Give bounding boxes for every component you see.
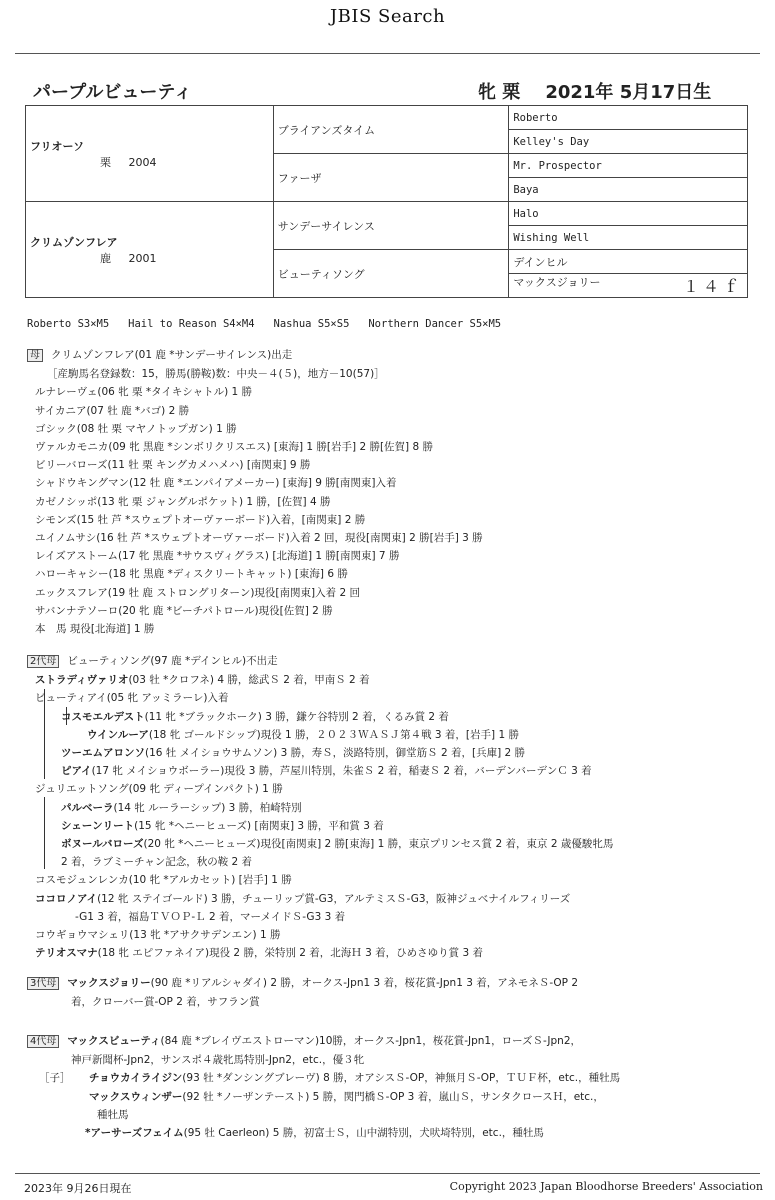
offspring-name: コスモエルデスト [61, 710, 145, 723]
g3-cell: デインヒル [509, 250, 748, 274]
dam-offspring-line: サバンナテソーロ(20 牝 鹿 *ビーチパトロール)現役[佐賀] 2 勝 [35, 604, 333, 617]
fourth-dam-offspring-line [27, 1069, 620, 1087]
second-dam-offspring-line [27, 799, 613, 817]
offspring-name: テリオスマナ [35, 947, 98, 960]
offspring-name: シェーンリート [61, 819, 135, 832]
offspring-record: (95 牡 Caerleon) 5 勝，初富士Ｓ，山中湖特別，犬吠埼特別，etc.，種牡馬 [183, 1127, 544, 1140]
offspring-record: 2 着，ラブミーチャン記念，秋の鞍 2 着 [61, 856, 253, 869]
dam-name: クリムゾンフレア [30, 235, 118, 249]
section-tag: 2代母 [27, 655, 59, 668]
dam-offspring-line: ハローキャシー(18 牝 黒鹿 *ディスクリートキャット) [東海] 6 勝 [35, 568, 348, 581]
second-dam-offspring-line [27, 835, 613, 853]
offspring-record: ビューティアイ(05 牝 アッミラーレ)入着 [35, 692, 229, 705]
second-dam-section [27, 652, 613, 962]
g3-cell-family [509, 274, 748, 298]
fourth-dam-offspring-line [27, 1088, 620, 1106]
offspring-name: ピアイ [61, 765, 92, 778]
fourth-dam-line [27, 1032, 620, 1051]
fourth-dam-name: マックスビューティ [67, 1035, 161, 1047]
second-dam-offspring-line [27, 871, 613, 889]
offspring-record: (16 牡 メイショウサムソン) 3 勝，寿Ｓ，淡路特別，御堂筋Ｓ 2 着，[兵庫] 2 勝 [145, 747, 526, 760]
section-tag: 4代母 [27, 1035, 59, 1048]
dam-offspring-line: カゼノシッポ(13 牝 栗 ジャングルポケット) 1 勝，[佐賀] 4 勝 [35, 495, 331, 508]
g2-cell: ファーザ [273, 154, 509, 202]
horse-info: 牝 栗 2021年 5月17日生 [478, 82, 712, 103]
offspring-name: ボヌールバローズ [61, 838, 144, 851]
sire-color-year: 栗 2004 [100, 155, 157, 169]
dam-offspring-line: シモンズ(15 牡 芦 *スウェプトオーヴァーボード)入着，[南関東] 2 勝 [35, 513, 366, 526]
dam-offspring-line: ヴァルカモニカ(09 牝 黒鹿 *シンボリクリスエス) [東海] 1 勝[岩手] 2 勝[佐賀] 8 勝 [35, 441, 434, 454]
dam-offspring-line: ［産駒馬名登録数：15，勝馬(勝鞍)数：中央－４(５)，地方－10(57)］ [47, 368, 385, 381]
offspring-name: チョウカイライジン [89, 1072, 183, 1085]
dam-offspring-list [27, 365, 483, 638]
g3-cell: Halo [509, 202, 748, 226]
section-tag: 母 [27, 349, 43, 362]
second-dam-offspring-line [27, 762, 613, 780]
second-dam-offspring-line [27, 890, 613, 908]
g3-cell: Baya [509, 178, 748, 202]
offspring-record: (15 牝 *ヘニーヒューズ) [南関東] 3 勝，平和賞 3 着 [134, 819, 384, 832]
second-dam-offspring-list [27, 671, 613, 962]
fourth-dam-offspring-line [27, 1124, 620, 1142]
offspring-record: (18 牝 エピファネイア)現役 2 勝，栄特別 2 着，北海Ｈ 3 着，ひめさゆり賞 3 着 [97, 947, 484, 960]
offspring-record: (18 牝 ゴールドシップ)現役 1 勝，２０２３ＷＡＳＪ第４戦 3 着，[岩手] 1 勝 [148, 728, 519, 741]
horse-name: パープルビューティ [33, 82, 192, 103]
second-dam-offspring-line [27, 944, 613, 962]
second-dam-heading [27, 652, 613, 671]
dam-section [27, 346, 483, 638]
site-logo[interactable] [0, 6, 775, 27]
dam-offspring-line: サイカニア(07 牡 鹿 *バゴ) 2 勝 [35, 404, 190, 417]
second-dam-offspring-line [27, 817, 613, 835]
second-dam-offspring-line [27, 671, 613, 689]
third-dam-section [27, 974, 578, 1011]
dam-offspring-line: 本 馬 現役[北海道] 1 勝 [35, 623, 155, 636]
offspring-record: (14 牝 ルーラーシップ) 3 勝，柏崎特別 [113, 801, 302, 814]
as-of-date: 2023年 9月26日現在 [24, 1182, 132, 1195]
second-dam-offspring-line [27, 726, 613, 744]
sire-cell [26, 106, 274, 202]
offspring-record: -G1 3 着，福島ＴＶＯＰ-Ｌ 2 着，マーメイドＳ-G3 3 着 [75, 910, 346, 923]
dam-offspring-line: シャドウキングマン(12 牡 鹿 *エンパイアメーカー) [東海] 9 勝[南関東]入着 [35, 477, 397, 490]
second-dam-offspring-line [27, 708, 613, 726]
dam-offspring-line: ビリーバローズ(11 牡 栗 キングカメハメハ) [南関東] 9 勝 [35, 459, 311, 472]
dam-offspring-line: ルナレーヴェ(06 牝 栗 *タイキシャトル) 1 勝 [35, 386, 253, 399]
dam-cell [26, 202, 274, 298]
offspring-record: (17 牝 メイショウボーラー)現役 3 勝，芦屋川特別，朱雀Ｓ 2 着，稲妻Ｓ 2 着，バーデンバーデンＣ 3 着 [91, 765, 592, 778]
third-dam-line-cont: 着，クローバー賞-OP 2 着，サフラン賞 [71, 996, 260, 1009]
second-dam-offspring-line [27, 908, 613, 926]
offspring-record: ジュリエットソング(09 牝 ディープインパクト) 1 勝 [35, 783, 283, 796]
offspring-record: コスモジュンレンカ(10 牝 *アルカセット) [岩手] 1 勝 [35, 874, 292, 887]
g2-cell: ビューティソング [273, 250, 509, 298]
dam-color-year: 鹿 2001 [100, 251, 157, 265]
offspring-record: (11 牝 *ブラックホーク) 3 勝，鎌ケ谷特別 2 着，くるみ賞 2 着 [144, 710, 449, 723]
offspring-record: (20 牝 *ヘニーヒューズ)現役[南関東] 2 勝[東海] 1 勝，東京プリンセス賞 2 着，東京 2 歳優駿牝馬 [143, 838, 614, 851]
g3-cell: Mr. Prospector [509, 154, 748, 178]
g3-cell: Wishing Well [509, 226, 748, 250]
fourth-dam-text: (84 鹿 *ブレイヴエストローマン)10勝，オークス-Jpn1，桜花賞-Jpn1，ローズＳ-Jpn2， [160, 1035, 582, 1047]
dam-heading-text: クリムゾンフレア(01 鹿 *サンデーサイレンス)出走 [51, 349, 293, 361]
child-tag: ［子］ [39, 1072, 71, 1085]
offspring-name: ウインルーア [87, 728, 149, 741]
second-dam-offspring-line [27, 689, 613, 707]
g2-cell: サンデーサイレンス [273, 202, 509, 250]
third-dam-line [27, 974, 578, 993]
offspring-record: コウギョウマシェリ(13 牝 *アサクサデンエン) 1 勝 [35, 929, 281, 942]
fourth-dam-line-cont: 神戸新聞杯-Jpn2，サンスポ４歳牝馬特別-Jpn2，etc.，優３牝 [71, 1054, 365, 1067]
offspring-name: ツーエムアロンソ [61, 747, 145, 760]
dam-offspring-line: ゴシック(08 牡 栗 マヤノトップガン) 1 勝 [35, 422, 237, 435]
offspring-record: (03 牡 *クロフネ) 4 勝，総武Ｓ 2 着，甲南Ｓ 2 着 [128, 674, 370, 687]
g2-cell: ブライアンズタイム [273, 106, 509, 154]
second-dam-offspring-line [27, 853, 613, 871]
dam-offspring-line: レイズアストーム(17 牝 黒鹿 *サウスヴィグラス) [北海道] 1 勝[南関東] 7 勝 [35, 550, 400, 563]
third-dam-name: マックスジョリー [67, 977, 151, 989]
offspring-record: (12 牝 ステイゴールド) 3 勝，チューリップ賞-G3，アルテミスＳ-G3，阪神ジュベナイルフィリーズ [97, 892, 571, 905]
g3-name: マックスジョリー [513, 276, 601, 289]
dam-offspring-line: ユイノムサシ(16 牡 芦 *スウェプトオーヴァーボード)入着 2 回，現役[南関東] 2 勝[岩手] 3 勝 [35, 532, 483, 545]
offspring-name: パルベーラ [61, 801, 114, 814]
header-divider [15, 53, 760, 54]
footer-divider [15, 1173, 760, 1174]
logo-text: JBIS Search [329, 6, 446, 27]
offspring-record: 種牡馬 [97, 1108, 129, 1121]
offspring-name: マックスウィンザー [89, 1090, 183, 1103]
dam-heading [27, 346, 483, 365]
pedigree-table [25, 105, 748, 298]
offspring-name: *アーサーズフェイム [85, 1127, 184, 1140]
dam-offspring-line: エックスフレア(19 牡 鹿 ストロングリターン)現役[南関東]入着 2 回 [35, 586, 360, 599]
g3-cell: Kelley's Day [509, 130, 748, 154]
offspring-name: ストラディヴァリオ [35, 674, 129, 687]
family-number: １４ｆ [682, 277, 743, 296]
second-dam-offspring-line [27, 780, 613, 798]
fourth-dam-section [27, 1032, 620, 1142]
second-dam-offspring-line [27, 744, 613, 762]
second-dam-offspring-line [27, 926, 613, 944]
fourth-dam-offspring-list [27, 1069, 620, 1142]
g3-cell: Roberto [509, 106, 748, 130]
offspring-record: (93 牡 *ダンシングブレーヴ) 8 勝，オアシスＳ-OP，神無月Ｓ-OP，ＴＵＦ杯，etc.，種牡馬 [182, 1072, 621, 1085]
fourth-dam-offspring-line [27, 1106, 620, 1124]
inbreeding-line: Roberto S3×M5 Hail to Reason S4×M4 Nashua S5×S5 Northern Dancer S5×M5 [27, 318, 502, 330]
third-dam-text: (90 鹿 *リアルシャダイ) 2 勝，オークス-Jpn1 3 着，桜花賞-Jpn1 3 着，アネモネＳ-OP 2 [150, 977, 579, 989]
offspring-record: (92 牡 *ノーザンテースト) 5 勝，関門橋Ｓ-OP 3 着，嵐山Ｓ，サンタクロースＨ，etc.， [182, 1090, 604, 1103]
second-dam-heading-text: ビューティソング(97 鹿 *デインヒル)不出走 [67, 655, 278, 667]
copyright: Copyright 2023 Japan Bloodhorse Breeders' Association [449, 1180, 763, 1193]
offspring-name: ココロノアイ [35, 892, 98, 905]
section-tag: 3代母 [27, 977, 59, 990]
sire-name: フリオーソ [30, 139, 85, 153]
